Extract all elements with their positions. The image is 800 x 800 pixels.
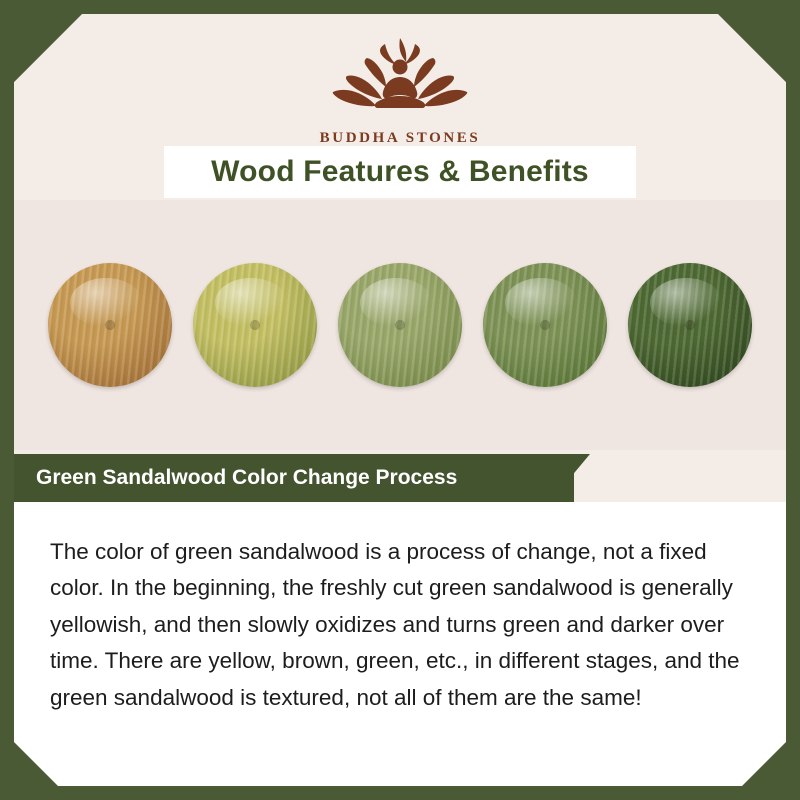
corner-decoration-bottom-right bbox=[742, 742, 786, 786]
bead-stage-2 bbox=[193, 263, 317, 387]
page-title: Wood Features & Benefits bbox=[211, 155, 589, 188]
bead-hole bbox=[250, 320, 260, 330]
bead-hole bbox=[395, 320, 405, 330]
section-heading: Green Sandalwood Color Change Process bbox=[36, 466, 458, 489]
bead-gallery bbox=[14, 200, 786, 450]
lotus-meditation-figure-icon bbox=[315, 30, 485, 126]
body-panel bbox=[14, 502, 786, 786]
bead-stage-3 bbox=[338, 263, 462, 387]
bead-hole bbox=[540, 320, 550, 330]
bead-stage-1 bbox=[48, 263, 172, 387]
ribbon-angle-decoration bbox=[550, 454, 590, 502]
content-card bbox=[14, 14, 786, 786]
brand-logo bbox=[14, 30, 786, 147]
body-paragraph: The color of green sandalwood is a process of change, not a fixed color. In the beginning, the freshly cut green sandalwood is generally yellowish, and then slowly oxidizes and turns green and darker over time. There are yellow, brown, green, etc., in different stages, and the green sandalwood is textured, not all of them are the same! bbox=[50, 539, 740, 710]
title-band bbox=[164, 146, 636, 198]
bead-stage-4 bbox=[483, 263, 607, 387]
corner-decoration-bottom-left bbox=[14, 742, 58, 786]
section-heading-ribbon bbox=[14, 454, 574, 502]
bead-hole bbox=[105, 320, 115, 330]
brand-name: BUDDHA STONES bbox=[319, 130, 481, 146]
bead-hole bbox=[685, 320, 695, 330]
bead-stage-5 bbox=[628, 263, 752, 387]
